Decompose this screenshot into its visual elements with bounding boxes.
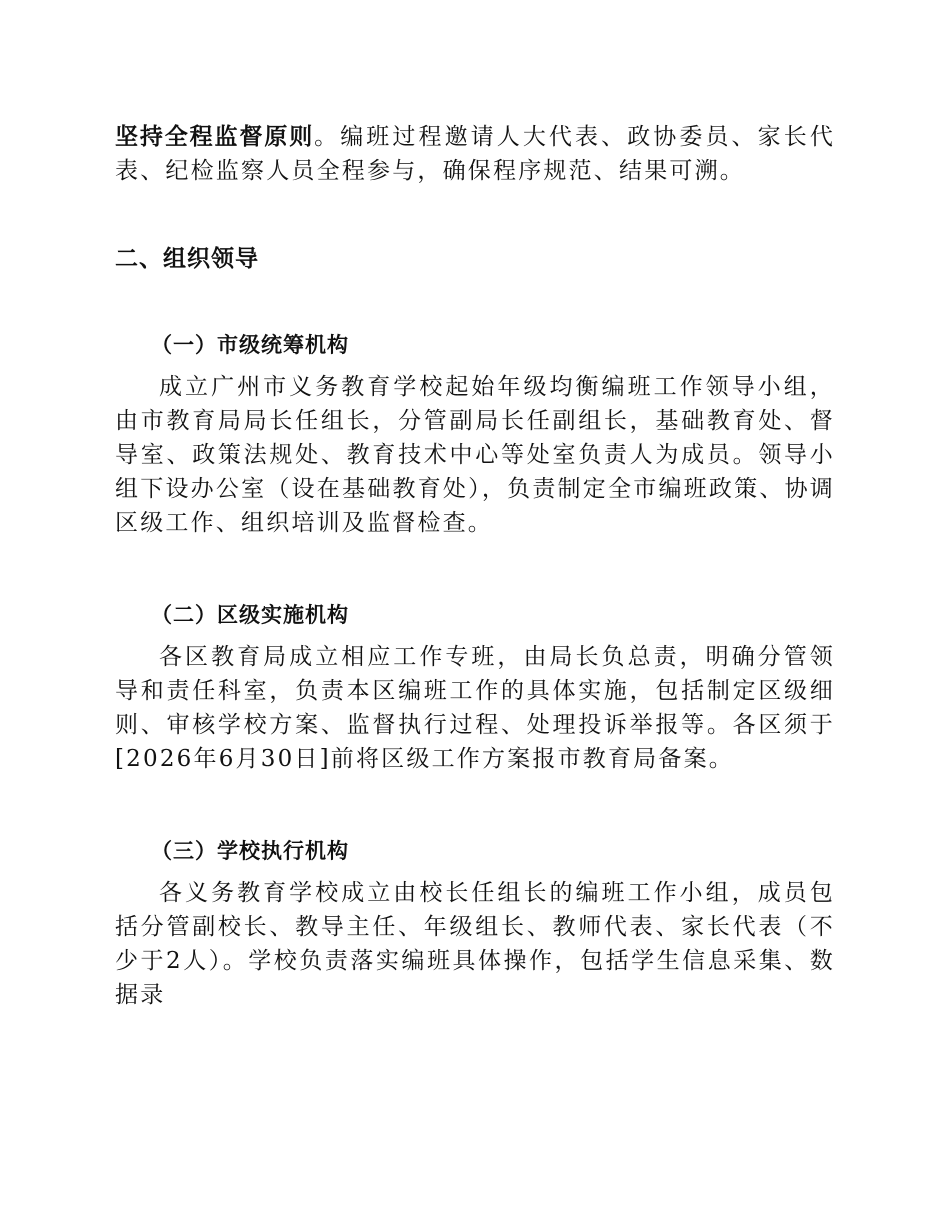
intro-paragraph <box>115 120 835 188</box>
section-heading-organization: 二、组织领导 <box>115 246 259 272</box>
intro-text: 。编班过程邀请人大代表、政协委员、家长代表、纪检监察人员全程参与，确保程序规范、结果可溯。 <box>115 124 836 184</box>
subsection-heading-school: （三）学校执行机构 <box>151 839 349 863</box>
intro-lead-bold: 坚持全程监督原则 <box>115 124 315 150</box>
subsection-heading-city: （一）市级统筹机构 <box>151 333 349 357</box>
document-page <box>115 120 835 1012</box>
subsection-body-city: 成立广州市义务教育学校起始年级均衡编班工作领导小组，由市教育局局长任组长，分管副局长任副组长，基础教育处、督导室、政策法规处、教育技术中心等处室负责人为成员。领导小组下设办公室（设在基础教育处），负责制定全市编班政策、协调区级工作、组织培训及监督检查。 <box>115 374 835 536</box>
subsection-body-school: 各义务教育学校成立由校长任组长的编班工作小组，成员包括分管副校长、教导主任、年级组长、教师代表、家长代表（不少于2人）。学校负责落实编班具体操作，包括学生信息采集、数据录 <box>115 880 835 1008</box>
subsection-heading-district: （二）区级实施机构 <box>151 603 349 627</box>
subsection-body-district: 各区教育局成立相应工作专班，由局长负总责，明确分管领导和责任科室，负责本区编班工作的具体实施，包括制定区级细则、审核学校方案、监督执行过程、处理投诉举报等。各区须于[2026年6月30日]前将区级工作方案报市教育局备案。 <box>115 644 835 772</box>
